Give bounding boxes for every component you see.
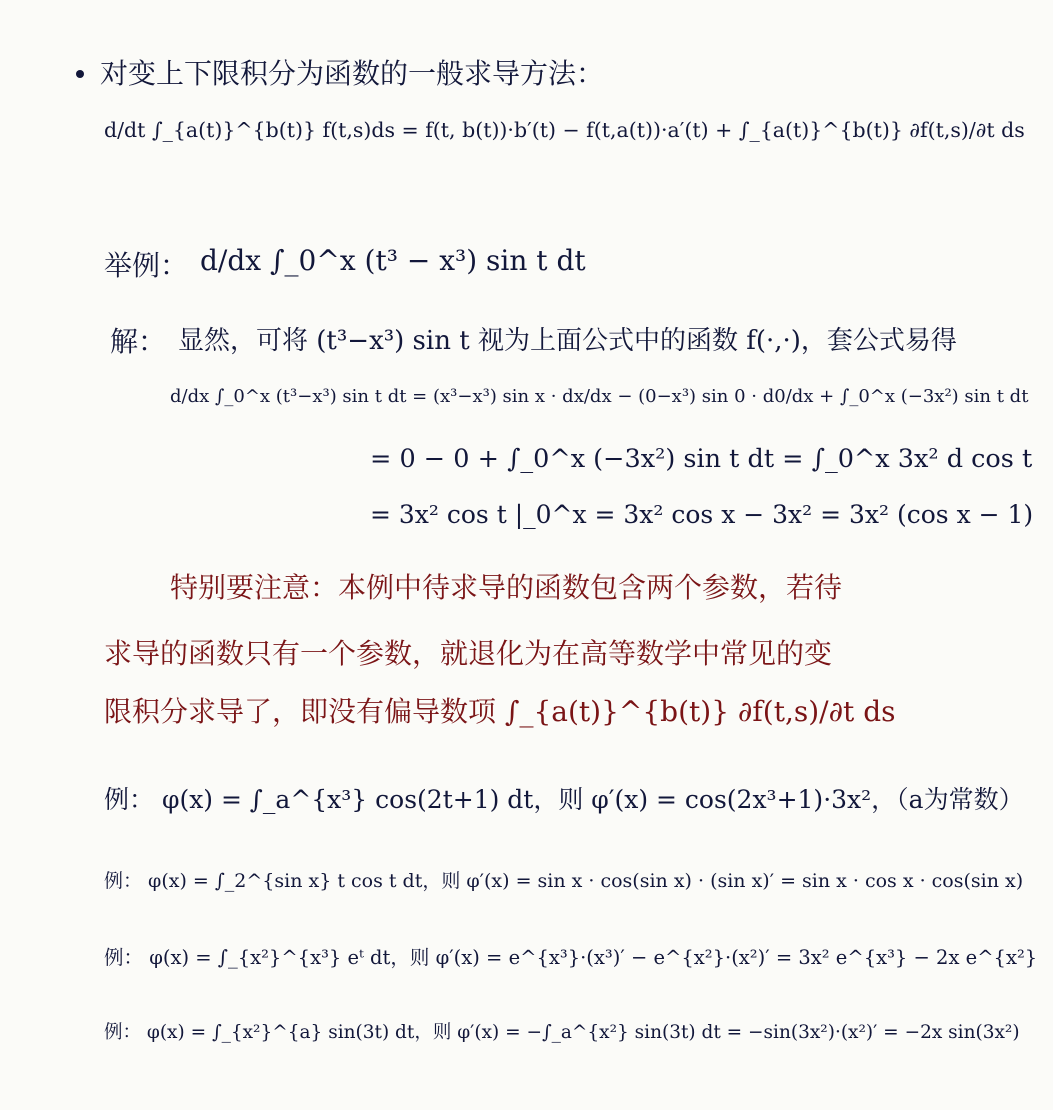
example-title: 举例： xyxy=(104,249,189,282)
example-3: 例： φ(x) = ∫_{x²}^{x³} eᵗ dt，则 φ′(x) = e^{x³}·(x³)′ − e^{x²}·(x²)′ = 3x² e^{x³} − 2x e^{x²} xyxy=(104,946,1038,969)
solution-step-3: = 3x² cos t |_0^x = 3x² cos x − 3x² = 3x² (cos x − 1) xyxy=(370,500,1034,529)
solution-step-1: d/dx ∫_0^x (t³−x³) sin t dt = (x³−x³) sin x · dx/dx − (0−x³) sin 0 · d0/dx + ∫_0^x (−3x²) sin t dt xyxy=(170,386,1029,407)
general-formula: d/dt ∫_{a(t)}^{b(t)} f(t,s)ds = f(t, b(t))·b′(t) − f(t,a(t))·a′(t) + ∫_{a(t)}^{b(t)} ∂f(t,s)/∂t ds xyxy=(104,118,1025,142)
example-expression: d/dx ∫_0^x (t³ − x³) sin t dt xyxy=(200,244,586,277)
bullet-dot xyxy=(76,70,84,78)
red-note-line-2: 求导的函数只有一个参数，就退化为在高等数学中常见的变 xyxy=(104,637,833,670)
example-4: 例： φ(x) = ∫_{x²}^{a} sin(3t) dt，则 φ′(x) = −∫_a^{x²} sin(3t) dt = −sin(3x²)·(x²)′ = −2x sin(3x²) xyxy=(104,1022,1020,1043)
solution-step-2: = 0 − 0 + ∫_0^x (−3x²) sin t dt = ∫_0^x 3x² d cos t xyxy=(370,444,1033,474)
solution-label: 解： xyxy=(110,325,167,358)
heading-text: 对变上下限积分为函数的一般求导方法： xyxy=(100,57,605,90)
example-2: 例： φ(x) = ∫_2^{sin x} t cos t dt，则 φ′(x) = sin x · cos(sin x) · (sin x)′ = sin x · cos x · cos(sin x) xyxy=(104,870,1024,892)
red-note-line-1: 特别要注意：本例中待求导的函数包含两个参数，若待 xyxy=(170,571,843,604)
example-1: 例： φ(x) = ∫_a^{x³} cos(2t+1) dt，则 φ′(x) = cos(2x³+1)·3x²，（a为常数） xyxy=(104,785,1024,814)
red-note-line-3: 限积分求导了，即没有偏导数项 ∫_{a(t)}^{b(t)} ∂f(t,s)/∂t ds xyxy=(104,695,896,728)
solution-text: 显然，可将 (t³−x³) sin t 视为上面公式中的函数 f(·,·)，套公式易得 xyxy=(178,326,957,356)
